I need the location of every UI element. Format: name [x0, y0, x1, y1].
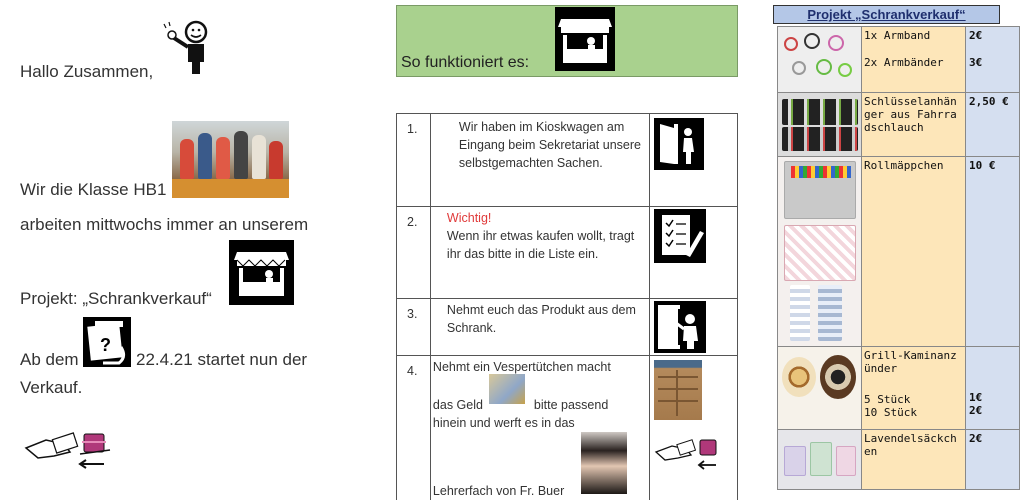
step-text-cell [430, 356, 650, 500]
project-text: Projekt: „Schrankverkauf“ [20, 289, 212, 308]
step-row [397, 207, 738, 299]
lavender-bags-photo [778, 430, 862, 490]
step-icon-cell [650, 356, 738, 500]
step-number: 2. [397, 207, 431, 299]
product-price [966, 157, 1020, 347]
step-text: Wenn ihr etwas kaufen wollt, tragt ihr das bitte in die Liste ein. [446, 229, 635, 261]
step-text: Wir haben im Kioskwagen am Eingang beim Sekretariat unsere selbstgemachten Sachen. [430, 114, 650, 207]
door-person-icon [654, 118, 704, 170]
step-icon-cell [650, 114, 738, 207]
kiosk-icon [555, 7, 615, 71]
step-text-line: hinein und werft es in das [432, 416, 575, 430]
product-price [966, 347, 1020, 430]
product-description [862, 157, 966, 347]
product-name: Rollmäppchen [864, 159, 944, 172]
price-value: 3€ [969, 56, 983, 69]
instructions-column [396, 0, 738, 500]
class-photo [172, 121, 289, 198]
important-label: Wichtig! [446, 211, 492, 225]
price-list-title: Projekt „Schrankverkauf“ [773, 5, 1000, 24]
step-row [397, 356, 738, 500]
price-value: 10 € [969, 159, 996, 172]
product-name: Grill-Kaminanzünder [864, 349, 957, 375]
greeting-text: Hallo Zusammen, [20, 62, 154, 81]
product-row [778, 157, 1020, 347]
step-icon-cell [650, 299, 738, 356]
step-number: 4. [397, 356, 431, 500]
price-value: 2€ [969, 432, 983, 445]
hand-paying-icon [654, 436, 724, 470]
product-name: 5 Stück [864, 393, 911, 406]
step-text-cell [430, 207, 650, 299]
keychains-photo [778, 93, 862, 157]
product-name: Schlüsselanhänger aus Fahrradschlauch [864, 95, 957, 134]
cupboard-person-icon [654, 301, 706, 353]
product-row [778, 347, 1020, 430]
price-value: 1€ [969, 391, 983, 404]
step-text-line: Lehrerfach von Fr. Buer [432, 484, 565, 498]
step-number: 3. [397, 299, 431, 356]
step-text-line: das Geld [432, 398, 483, 412]
price-value: 2€ [969, 29, 983, 42]
instructions-header-text: So funktioniert es: [401, 54, 530, 71]
product-price [966, 430, 1020, 490]
calendar-question-icon [83, 317, 131, 367]
product-description [862, 27, 966, 93]
step-text-line: Nehmt ein Vespertütchen macht [432, 360, 611, 374]
sale-text: Verkauf. [20, 378, 83, 397]
teacher-photo [581, 432, 627, 494]
product-row [778, 93, 1020, 157]
product-description [862, 93, 966, 157]
product-name: 2x Armbänder [864, 56, 944, 69]
checklist-icon [654, 209, 706, 263]
step-number: 1. [397, 114, 431, 207]
work-text: arbeiten mittwochs immer an unserem [20, 215, 309, 234]
kiosk-icon [229, 240, 294, 305]
product-name: Lavendelsäckchen [864, 432, 957, 458]
bracelets-photo [778, 27, 862, 93]
product-row [778, 27, 1020, 93]
firelighters-photo [778, 347, 862, 430]
mailbox-photo [654, 360, 702, 420]
product-row [778, 430, 1020, 490]
product-description [862, 347, 966, 430]
money-photo [489, 374, 525, 404]
step-text: Nehmt euch das Produkt aus dem Schrank. [430, 299, 650, 356]
start-date-text: 22.4.21 startet nun der [136, 350, 308, 369]
step-icon-cell [650, 207, 738, 299]
instructions-header [396, 5, 738, 77]
product-name: 1x Armband [864, 29, 931, 42]
start-prefix-text: Ab dem [20, 350, 79, 369]
class-text: Wir die Klasse HB1 [20, 180, 167, 199]
steps-table [396, 113, 738, 500]
price-table [777, 26, 1020, 490]
price-value: 2€ [969, 404, 983, 417]
step-row [397, 299, 738, 356]
product-name: 10 Stück [864, 406, 917, 419]
hand-paying-icon [24, 428, 114, 470]
pencil-cases-photo [778, 157, 862, 347]
waving-person-icon [162, 20, 212, 76]
step-row [397, 114, 738, 207]
product-price [966, 93, 1020, 157]
price-value: 2,50 € [969, 95, 1009, 108]
product-description [862, 430, 966, 490]
letter-column [0, 0, 380, 500]
product-price [966, 27, 1020, 93]
step-text-line: bitte passend [533, 398, 609, 412]
svg-text:?: ? [100, 335, 111, 355]
